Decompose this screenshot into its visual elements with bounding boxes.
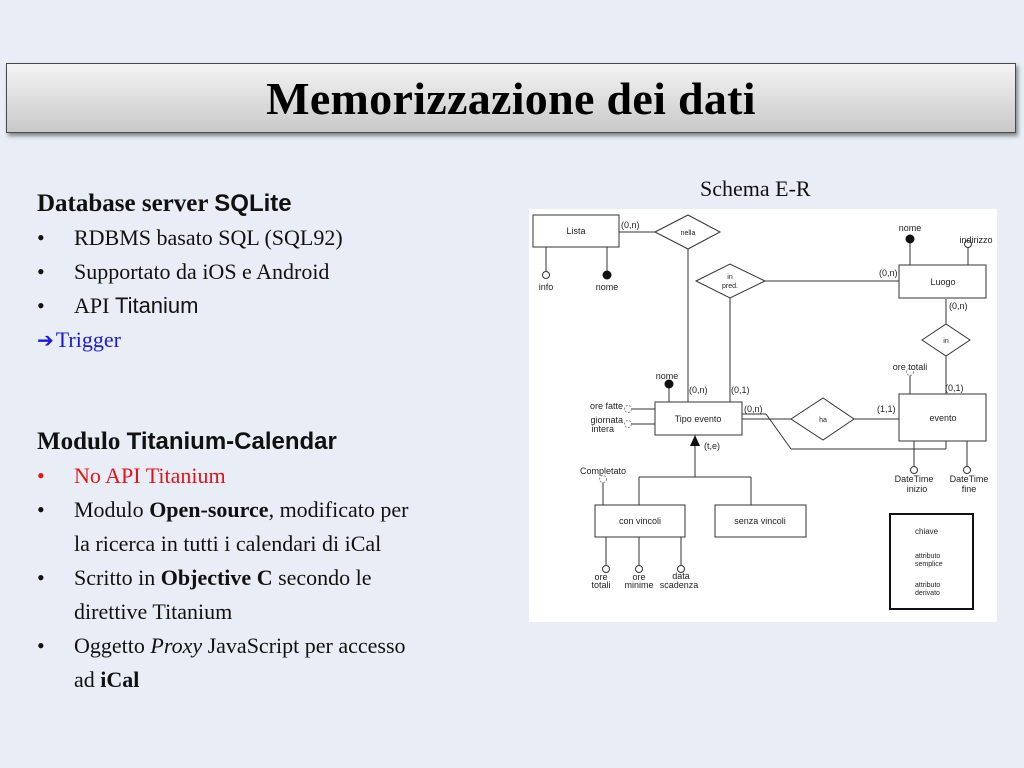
- card-generalization: (t,e): [704, 441, 721, 451]
- legend-semplice-2: semplice: [915, 561, 943, 568]
- card-tipo-ha: (0,n): [744, 404, 763, 414]
- legend-derivato-1: attributo: [915, 582, 941, 589]
- er-diagram-svg: [529, 209, 997, 622]
- label-dt-fine-1: DateTime: [949, 474, 989, 484]
- label-giornata-1: giornata: [590, 415, 623, 425]
- label-nome-luogo: nome: [898, 223, 922, 233]
- card-luogo-inpred: (0,n): [879, 268, 898, 278]
- list-item: [37, 221, 517, 255]
- label-info: info: [538, 282, 554, 292]
- bullet-bold: Open-source: [149, 497, 269, 522]
- label-ha: ha: [819, 417, 827, 424]
- label-giornata-2: intera: [591, 424, 614, 434]
- bullet-text: la ricerca in tutti i calendari di iCal: [74, 531, 382, 556]
- attr-key-nome-tipo: [665, 380, 673, 388]
- card-evento-in: (0,1): [945, 383, 964, 393]
- trigger-line: [37, 323, 517, 357]
- sqlite-bullets: [37, 221, 517, 323]
- api-prefix: API: [74, 293, 115, 318]
- label-indirizzo: indirizzo: [959, 235, 993, 245]
- label-data-scadenza-1: data: [672, 571, 690, 581]
- bullet-bold: Objective C: [160, 565, 273, 590]
- legend-chiave: chiave: [915, 527, 939, 536]
- label-dt-inizio-1: DateTime: [894, 474, 934, 484]
- bullet-dot: •: [37, 293, 45, 318]
- relation-in-pred: [696, 264, 765, 298]
- list-item: [37, 255, 517, 289]
- bullet-text: Oggetto: [74, 633, 151, 658]
- er-caption: Schema E-R: [700, 176, 811, 201]
- bullet-dot: •: [37, 259, 45, 284]
- label-ore-totali-evento: ore totali: [892, 362, 928, 372]
- bullet-text: Supportato da iOS e Android: [74, 259, 330, 284]
- label-evento: evento: [929, 413, 957, 423]
- card-lista-nella: (0,n): [621, 220, 640, 230]
- title-bar: [6, 63, 1016, 133]
- label-dt-inizio-2: inizio: [906, 484, 928, 494]
- calendar-heading-name: Titanium-Calendar: [126, 428, 337, 455]
- label-tipo-evento: Tipo evento: [674, 414, 722, 424]
- er-diagram: [529, 209, 997, 622]
- slide-title: Memorizzazione dei dati: [266, 72, 756, 124]
- calendar-bullets: [37, 459, 517, 697]
- label-completato: Completato: [579, 466, 627, 476]
- bullet-text: No API Titanium: [74, 463, 226, 488]
- sqlite-heading-prefix: Database server: [37, 190, 215, 217]
- legend-semplice-1: attributo: [915, 553, 941, 560]
- bullet-italic: Proxy: [150, 633, 203, 658]
- sqlite-heading-name: SQLite: [214, 190, 292, 217]
- right-arrow-icon: ➔: [37, 328, 54, 352]
- label-in-pred-2: pred.: [722, 283, 738, 290]
- attr-key-nome-lista: [603, 271, 611, 279]
- attr-dt-fine: [964, 467, 971, 474]
- label-ore-totali-2: totali: [591, 580, 611, 590]
- card-luogo-in: (0,n): [949, 301, 968, 311]
- api-name: Titanium: [114, 293, 199, 318]
- attr-key-nome-luogo: [906, 235, 914, 243]
- bullet-text: ad: [74, 667, 101, 692]
- list-item: [37, 459, 517, 493]
- list-item: [37, 629, 517, 697]
- attr-info: [543, 272, 550, 279]
- left-text-column: [37, 187, 517, 697]
- bullet-text: RDBMS basato SQL (SQL92): [74, 225, 343, 250]
- bullet-text: JavaScript per accesso: [202, 633, 406, 658]
- trigger-text: Trigger: [55, 327, 121, 352]
- label-ore-minime-2: minime: [624, 580, 654, 590]
- label-in: in: [943, 338, 949, 345]
- legend-derivato-2: derivato: [915, 590, 940, 597]
- label-ore-minime-1: ore: [632, 572, 646, 582]
- label-dt-fine-2: fine: [961, 484, 977, 494]
- attr-giornata-derived: [625, 421, 632, 428]
- bullet-dot: •: [37, 497, 45, 522]
- bullet-text: direttive Titanium: [74, 599, 233, 624]
- attr-dt-inizio: [911, 467, 918, 474]
- card-tipo-a: (0,n): [689, 385, 708, 395]
- bullet-dot: •: [37, 633, 45, 658]
- label-nella: nella: [680, 230, 696, 237]
- bullet-text: , modificato per: [268, 497, 409, 522]
- bullet-dot: •: [37, 225, 45, 250]
- bullet-dot: •: [37, 463, 45, 488]
- label-senza-vincoli: senza vincoli: [734, 516, 786, 526]
- list-item: [37, 493, 517, 561]
- label-nome-tipo: nome: [655, 371, 679, 381]
- label-ore-fatte: ore fatte: [589, 401, 623, 411]
- calendar-heading: [37, 425, 517, 459]
- calendar-heading-prefix: Modulo: [37, 428, 127, 455]
- list-item: [37, 289, 517, 323]
- label-ore-totali-1: ore: [594, 572, 608, 582]
- sqlite-heading: [37, 187, 517, 221]
- label-luogo: Luogo: [930, 277, 956, 287]
- bullet-text: Scritto in: [74, 565, 161, 590]
- label-in-pred-1: in: [727, 274, 733, 281]
- bullet-text: Modulo: [74, 497, 150, 522]
- generalization-arrow: [690, 435, 700, 446]
- bullet-bold: iCal: [100, 667, 140, 692]
- bullet-text: secondo le: [272, 565, 372, 590]
- card-tipo-b: (0,1): [731, 385, 750, 395]
- attr-completato-derived: [600, 476, 607, 483]
- label-con-vincoli: con vincoli: [618, 516, 662, 526]
- attr-ore-fatte-derived: [625, 406, 632, 413]
- label-nome-lista: nome: [595, 282, 619, 292]
- bullet-dot: •: [37, 565, 45, 590]
- label-lista: Lista: [566, 226, 586, 236]
- list-item: [37, 561, 517, 629]
- card-evento-ha: (1,1): [877, 404, 896, 414]
- label-data-scadenza-2: scadenza: [659, 580, 699, 590]
